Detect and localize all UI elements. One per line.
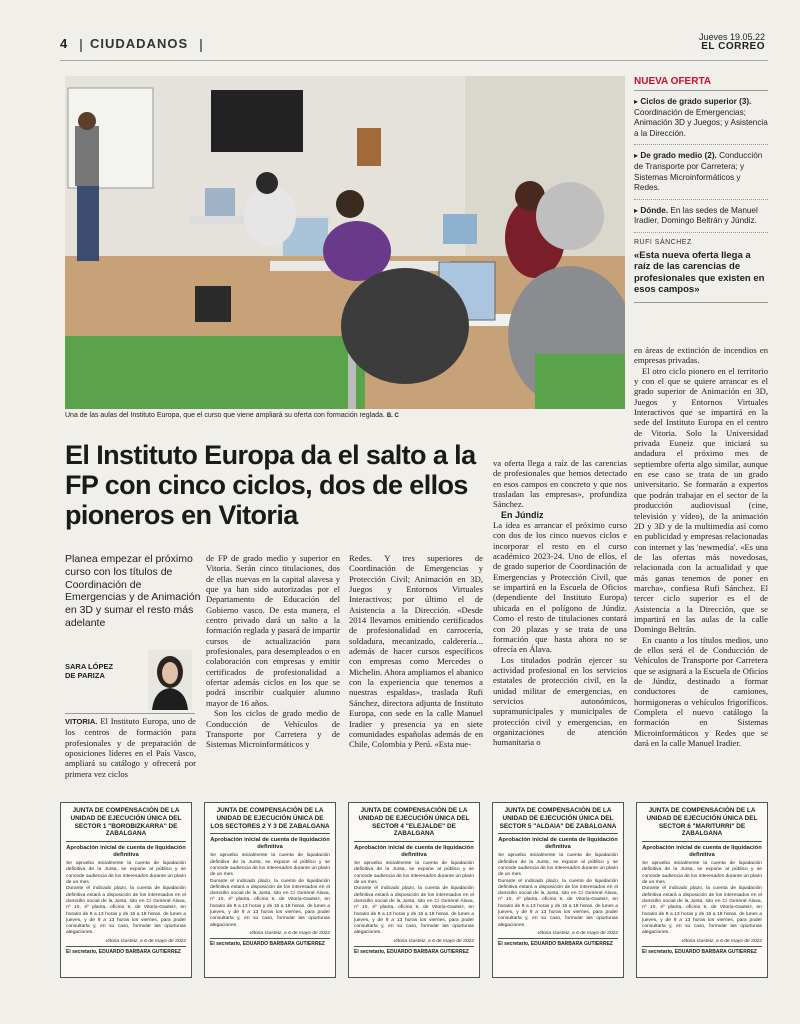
article-column-2	[206, 553, 340, 750]
sidebar-title: NUEVA OFERTA	[634, 76, 768, 91]
dateline	[699, 32, 765, 52]
page-number: 4	[60, 36, 68, 51]
paragraph	[65, 716, 196, 779]
notice-body: Se aprueba inicialmente la cuenta de liquidación definitiva de la Junta, se expone al público y se concede audiencia de los interesados durante un plazo de un mes.	[354, 861, 474, 886]
paragraph: Son los ciclos de grado medio de Conducción de Vehículos de Transporte por Carretera y de Sistemas Microinformáticos y	[206, 708, 340, 750]
sidebar-item-text: En las sedes de Manuel Iradier, Domingo Beltrán y Júndiz.	[634, 205, 758, 226]
photo-caption	[65, 412, 625, 419]
notice-title: JUNTA DE COMPENSACIÓN DE LA UNIDAD DE EJECUCIÓN ÚNICA DEL SECTOR 4 "ELEJALDE" DE ZABALGANA	[354, 807, 474, 842]
paragraph: La idea es arrancar el próximo curso con dos de los cinco nuevos ciclos e incorporar el resto en el curso académico 2023-24. Uno de ellos, el de grado superior de Coordinación de Emergencias y Protección Civil, que se impartirá en la Escuela de Oficios (dependiente del Instituto Europa) ubicada en el polígono de Júndiz. Como el resto de titulaciones contará con 20 plazas y se trata de una formación que hasta ahora no se ofrecía en Álava.	[493, 520, 627, 655]
sidebar-item: ▸ Dónde. En las sedes de Manuel Iradier, Domingo Beltrán y Júndiz.	[634, 200, 768, 233]
notice-signature: El secretario, EDUARDO BARBARA GUTIERREZ	[210, 938, 330, 947]
notice-signature: El secretario, EDUARDO BARBARA GUTIERREZ	[642, 946, 762, 955]
byline-rule	[65, 713, 195, 714]
photo-credit: B. C	[386, 413, 399, 419]
notice-body: Durante el indicado plazo, la cuenta de liquidación definitiva estará a disposición de los interesados en el domicilio social de la Junta, sito en C/ General Álava, nº 10, 4º planta, oficina 5, de Vitoria-Gasteiz, en horario de 9 a 13 horas y de 16 a 18 horas, de lunes a jueves, y de 9 a 13 horas los viernes, para poder consultarla y, en su caso, formular las oportunas alegaciones.	[66, 886, 186, 936]
byline	[65, 662, 155, 680]
author-avatar	[148, 650, 192, 710]
notice-title: JUNTA DE COMPENSACIÓN DE LA UNIDAD DE EJECUCIÓN ÚNICA DEL SECTOR 6 "MARITURRI" DE ZABALGANA	[642, 807, 762, 842]
sidebar-box	[634, 76, 768, 303]
paragraph: en áreas de extinción de incendios en empresas privadas.	[634, 345, 768, 366]
notice-title: JUNTA DE COMPENSACIÓN DE LA UNIDAD DE EJECUCIÓN ÚNICA DEL SECTOR 1 "BOROBIZKARRA" DE ZABALGANA	[66, 807, 186, 842]
article-column-5	[634, 345, 768, 748]
notice-title: JUNTA DE COMPENSACIÓN DE LA UNIDAD DE EJECUCIÓN ÚNICA DE LOS SECTORES 2 Y 3 DE ZABALGANA	[210, 807, 330, 834]
notice-date: Vitoria-Gasteiz, a 6 de mayo de 2022	[249, 930, 330, 936]
page-header	[60, 32, 765, 56]
sidebar-item: ▸ Ciclos de grado superior (3). Coordinación de Emergencias; Animación 3D y Juegos; y Asistencia a la Dirección.	[634, 91, 768, 145]
notice-date: Vitoria-Gasteiz, a 6 de mayo de 2022	[105, 938, 186, 944]
section-divider	[200, 39, 202, 52]
article-standfirst: Planea empezar el próximo curso con los títulos de Coordinación de Emergencias y de Animación en 3D y sumar el resto más adelante	[65, 553, 201, 629]
notice-subtitle: Aprobación inicial de cuenta de liquidación definitiva	[66, 845, 186, 859]
legal-notice	[636, 802, 768, 978]
sidebar-item: ▸ De grado medio (2). Conducción de Transporte por Carretera; y Sistemas Microinformáticos y Redes.	[634, 145, 768, 199]
sidebar-item-text: Coordinación de Emergencias; Animación 3D y Juegos; y Asistencia a la Dirección.	[634, 107, 768, 138]
author-portrait-icon	[148, 650, 192, 710]
classroom-illustration	[65, 76, 625, 409]
paragraph: Redes. Y tres superiores de Coordinación de Emergencias y Protección Civil; Animación en 3D, Juegos y Entornos Virtuales Interactivos; por último el de Asistencia a la Dirección. «Desde 2014 llevamos emitiendo certificados de profesionalidad en carrocería, soldadura, mecanizado, calderería... además de hacer cursos específicos con empresas como Mercedes o Michelin. Ahora ampliamos el abanico con la experiencia que tenemos a nuestras espaldas», traslada Rufi Sánchez, directora adjunta de Instituto Europa, con sede en la calle Manuel Iradier y presencia ya en siete comunidades españolas además de en Chile, Colombia y Perú. «Esta nue-	[349, 553, 483, 750]
sidebar-item-text: Conducción de Transporte por Carretera; y Sistemas Microinformáticos y Redes.	[634, 151, 763, 193]
notice-body: Se aprueba inicialmente la cuenta de liquidación definitiva de la Junta, se expone al público y se concede audiencia de los interesados durante un plazo de un mes.	[210, 853, 330, 878]
dateline-city: VITORIA.	[65, 717, 98, 726]
article-column-1	[65, 716, 196, 779]
caption-text: Una de las aulas del Instituto Europa, que el curso que viene ampliará su oferta con formación reglada.	[65, 412, 385, 419]
section-divider	[80, 39, 82, 52]
notice-signature: El secretario, EDUARDO BARBARA GUTIERREZ	[66, 946, 186, 955]
pull-quote: «Esta nueva oferta llega a raíz de las carencias de profesionales que existen en esos campos»	[634, 250, 768, 303]
paragraph: El otro ciclo pionero en el territorio y con el que se quiere arrancar es el grado superior de Animación en 3D, Juegos y Entornos Virtuales Interactivos que se impartirá en la sede del Instituto Europa en el centro de Vitoria. Solo la Universidad privada Euneiz que iniciará su andadura el próximo mes de septiembre oferta algo similar, aunque en ese caso se trata de un grado universitario. Se formarán a expertos que podrán trabajar en el sector de la producción audiovisual (cine, televisión y vídeo), de la animación 2D y 3D y de la multimedia así como en publicidad y empresas relacionadas con internet y las 'newmedia'. «Es una de las ofertas más novedosas, relacionada con la actualidad y que más ganas tenemos de poner en marcha», confiesa Rufi Sánchez. El tercer ciclo superior es el de Asistencia a la Dirección, que se impartirá en las aulas de la calle Domingo Beltrán.	[634, 365, 768, 635]
notice-body: Durante el indicado plazo, la cuenta de liquidación definitiva estará a disposición de los interesados en el domicilio social de la Junta, sito en C/ General Álava, nº 10, 4º planta, oficina 5, de Vitoria-Gasteiz, en horario de 9 a 13 horas y de 16 a 18 horas, de lunes a jueves, y de 9 a 13 horas los viernes, para poder consultarla y, en su caso, formular las oportunas alegaciones.	[354, 886, 474, 936]
notice-signature: El secretario, EDUARDO BARBARA GUTIERREZ	[498, 938, 618, 947]
notice-date: Vitoria-Gasteiz, a 6 de mayo de 2022	[681, 938, 762, 944]
legal-notice	[348, 802, 480, 978]
byline-line: SARA LÓPEZ	[65, 662, 114, 671]
notice-body: Se aprueba inicialmente la cuenta de liquidación definitiva de la Junta, se expone al público y se concede audiencia de los interesados durante un plazo de un mes.	[66, 861, 186, 886]
notice-signature: El secretario, EDUARDO BARBARA GUTIERREZ	[354, 946, 474, 955]
legal-notice	[204, 802, 336, 978]
notice-body: Durante el indicado plazo, la cuenta de liquidación definitiva estará a disposición de los interesados en el domicilio social de la Junta, sito en C/ General Álava, nº 10, 4º planta, oficina 5, de Vitoria-Gasteiz, en horario de 9 a 13 horas y de 16 a 18 horas, de lunes a jueves, y de 9 a 13 horas los viernes, para poder consultarla y, en su caso, formular las oportunas alegaciones.	[210, 878, 330, 928]
header-rule	[60, 60, 768, 61]
sidebar-item-lead: De grado medio (2).	[640, 151, 717, 161]
notice-body: Se aprueba inicialmente la cuenta de liquidación definitiva de la Junta, se expone al público y se concede audiencia de los interesados durante un plazo de un mes.	[498, 853, 618, 878]
notice-subtitle: Aprobación inicial de cuenta de liquidación definitiva	[210, 837, 330, 851]
article-headline: El Instituto Europa da el salto a la FP con cinco ciclos, dos de ellos pioneros en Vitoria	[65, 440, 476, 530]
quote-author: RUFI SÁNCHEZ	[634, 238, 692, 246]
subheading: En Júndiz	[501, 509, 544, 520]
paragraph: de FP de grado medio y superior en Vitoria. Serán cinco titulaciones, dos de ellas nuevas en la capital alavesa y que ya han sido autorizadas por el Departamento de Educación del Gobierno vasco. De esta manera, el centro privado dará un salto a la formación reglada y pasará de impartir cursos de actualización para profesionales, para desempleados o en colaboración con empresas y emitir certificados de profesionalidad a ofertar además ciclos en los que se podrá inscribir cualquier alumno mayor de 16 años.	[206, 553, 340, 708]
section-name: CIUDADANOS	[90, 36, 189, 51]
classroom-photo	[65, 76, 625, 409]
notice-date: Vitoria-Gasteiz, a 6 de mayo de 2022	[537, 930, 618, 936]
paragraph: va oferta llega a raíz de las carencias de profesionales que hemos detectado en esos campos en concreto y que nos trasladan las empresas», profundiza Sánchez.	[493, 458, 627, 510]
notice-subtitle: Aprobación inicial de cuenta de liquidación definitiva	[354, 845, 474, 859]
article-column-4	[493, 458, 627, 748]
article-column-3	[349, 553, 483, 750]
notice-title: JUNTA DE COMPENSACIÓN DE LA UNIDAD DE EJECUCIÓN ÚNICA DEL SECTOR 5 "ALDAIA" DE ZABALGANA	[498, 807, 618, 834]
sidebar-item-lead: Ciclos de grado superior (3).	[640, 97, 752, 106]
newspaper-name: EL CORREO	[701, 41, 765, 52]
paragraph-text: El Instituto Europa, uno de los centros de formación para profesionales y de preparación de oposiciones líderes en el País Vasco, ampliará su catálogo y ofrecerá por primera vez ciclos	[65, 716, 196, 779]
notice-subtitle: Aprobación inicial de cuenta de liquidación definitiva	[642, 845, 762, 859]
legal-notice	[492, 802, 624, 978]
notice-date: Vitoria-Gasteiz, a 6 de mayo de 2022	[393, 938, 474, 944]
notice-body: Se aprueba inicialmente la cuenta de liquidación definitiva de la Junta, se expone al público y se concede audiencia de los interesados durante un plazo de un mes.	[642, 861, 762, 886]
legal-notices	[60, 802, 772, 984]
notice-subtitle: Aprobación inicial de cuenta de liquidación definitiva	[498, 837, 618, 851]
issue-date: Jueves 19.05.22	[698, 32, 765, 42]
notice-body: Durante el indicado plazo, la cuenta de liquidación definitiva estará a disposición de los interesados en el domicilio social de la Junta, sito en C/ General Álava, nº 10, 4º planta, oficina 5, de Vitoria-Gasteiz, en horario de 9 a 13 horas y de 16 a 18 horas, de lunes a jueves, y de 9 a 13 horas los viernes, para poder consultarla y, en su caso, formular las oportunas alegaciones.	[498, 878, 618, 928]
byline-line: DE PARIZA	[65, 671, 105, 680]
paragraph: En cuanto a los títulos medios, uno de ellos será el de Conducción de Vehículos de Transporte por Carretera que se asignará a la Escuela de Oficios de Júndiz, destinado a formar conductores de camiones, hormigoneras o vehículos frigoríficos. Completa el nuevo catálogo la formación en Sistemas Microinformáticos y Redes que se dará en la calle Manuel Iradier.	[634, 634, 768, 749]
paragraph: Los titulados podrán ejercer su actividad profesional en los servicios estatales de protección civil, en la unidad militar de emergencias, en servicios autonómicos, supramunicipales y municipales de protección civil y emergencias, en organizaciones de atención humanitaria o	[493, 654, 627, 748]
notice-body: Durante el indicado plazo, la cuenta de liquidación definitiva estará a disposición de los interesados en el domicilio social de la Junta, sito en C/ General Álava, nº 10, 4º planta, oficina 5, de Vitoria-Gasteiz, en horario de 9 a 13 horas y de 16 a 18 horas, de lunes a jueves, y de 9 a 13 horas los viernes, para poder consultarla y, en su caso, formular las oportunas alegaciones.	[642, 886, 762, 936]
sidebar-item-lead: Dónde.	[640, 205, 669, 215]
legal-notice	[60, 802, 192, 978]
